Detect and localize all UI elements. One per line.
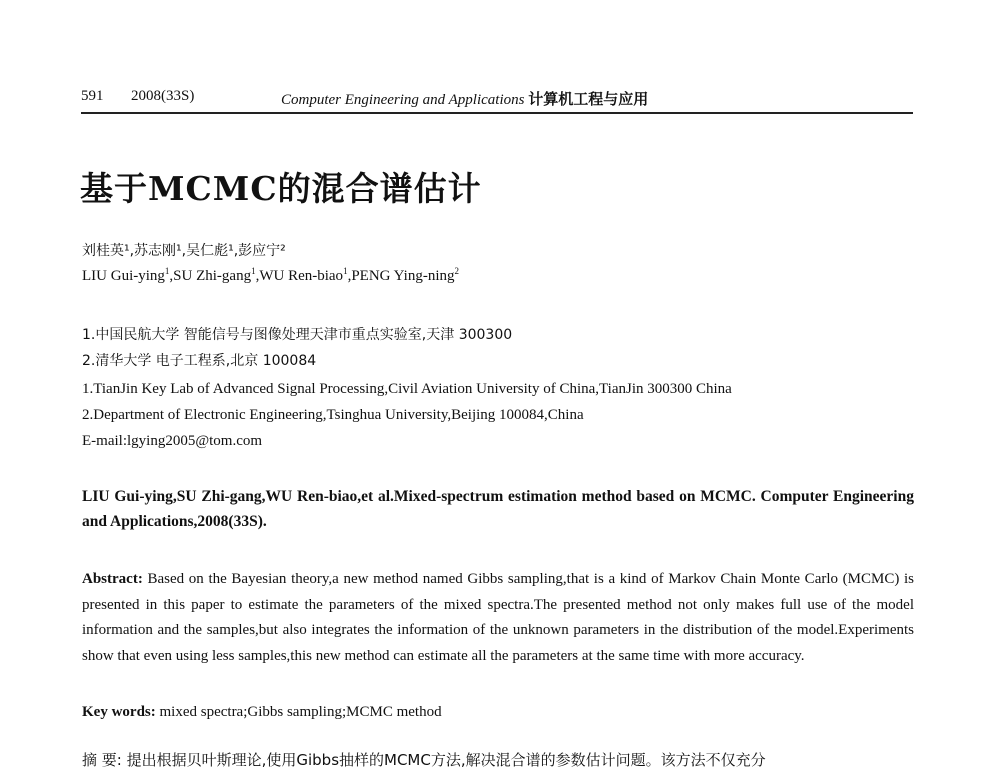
running-header (81, 88, 913, 110)
authors-cn: 刘桂英¹,苏志刚¹,吴仁彪¹,彭应宁² (82, 243, 286, 259)
citation: LIU Gui-ying,SU Zhi-gang,WU Ren-biao,et al.Mixed-spectrum estimation method based on MCMC. Computer Engineering and Applications,2008(33S). (82, 488, 914, 530)
abstract-text: Based on the Bayesian theory,a new method named Gibbs sampling,that is a kind of Markov Chain Monte Carlo (MCMC) is presented in this paper to estimate the parameters of the mixed spectra.The presented method not only makes full use of the model information and the samples,but also integrates the information of the unknown parameters in the distribution of the model.Experiments show that even using less samples,this new method can estimate all the parameters at the same time with more accuracy. (82, 571, 914, 664)
authors-en: LIU Gui-ying$^1$,SU Zhi-gang$^1$,WU Ren-biao$^1$,PENG Ying-ning$^2$ (82, 266, 460, 284)
author-name: LIU Gui-ying (82, 268, 165, 284)
author-affiliation-mark: 2 (454, 266, 460, 276)
author-name: SU Zhi-gang (173, 268, 252, 284)
paper-title: 基于MCMC的混合谱估计 (80, 169, 482, 208)
keywords-text: mixed spectra;Gibbs sampling;MCMC method (159, 704, 442, 720)
journal-name (281, 88, 648, 109)
page-number: 591 (81, 88, 104, 104)
keywords-label: Key words: (82, 704, 156, 720)
cutoff-text-line: 摘 要: 提出根据贝叶斯理论,使用Gibbs抽样的MCMC方法,解决混合谱的参数估计问题。该方法不仅充分 (82, 751, 766, 769)
affiliation-cn-1: 1.中国民航大学 智能信号与图像处理天津市重点实验室,天津 300300 (82, 327, 513, 343)
abstract (82, 567, 914, 669)
keywords (82, 704, 914, 721)
journal-name-cn: 计算机工程与应用 (528, 90, 649, 108)
abstract-label: Abstract: (82, 571, 143, 587)
author-name: PENG Ying-ning (351, 268, 455, 284)
author-affiliation-mark: 1 (164, 266, 170, 276)
email: E-mail:lgying2005@tom.com (82, 433, 263, 449)
journal-name-en: Computer Engineering and Applications (281, 92, 525, 108)
author-affiliation-mark: 1 (251, 266, 256, 276)
affiliation-en-1: 1.TianJin Key Lab of Advanced Signal Processing,Civil Aviation University of China,TianJin 300300 China (82, 381, 732, 397)
affiliation-cn-2: 2.清华大学 电子工程系,北京 100084 (82, 353, 317, 369)
year-issue: 2008(33S) (131, 88, 195, 104)
header-rule (81, 112, 913, 114)
author-affiliation-mark: 1 (343, 266, 348, 276)
affiliation-en-2: 2.Department of Electronic Engineering,Tsinghua University,Beijing 100084,China (82, 407, 584, 423)
author-name: WU Ren-biao (259, 268, 344, 284)
